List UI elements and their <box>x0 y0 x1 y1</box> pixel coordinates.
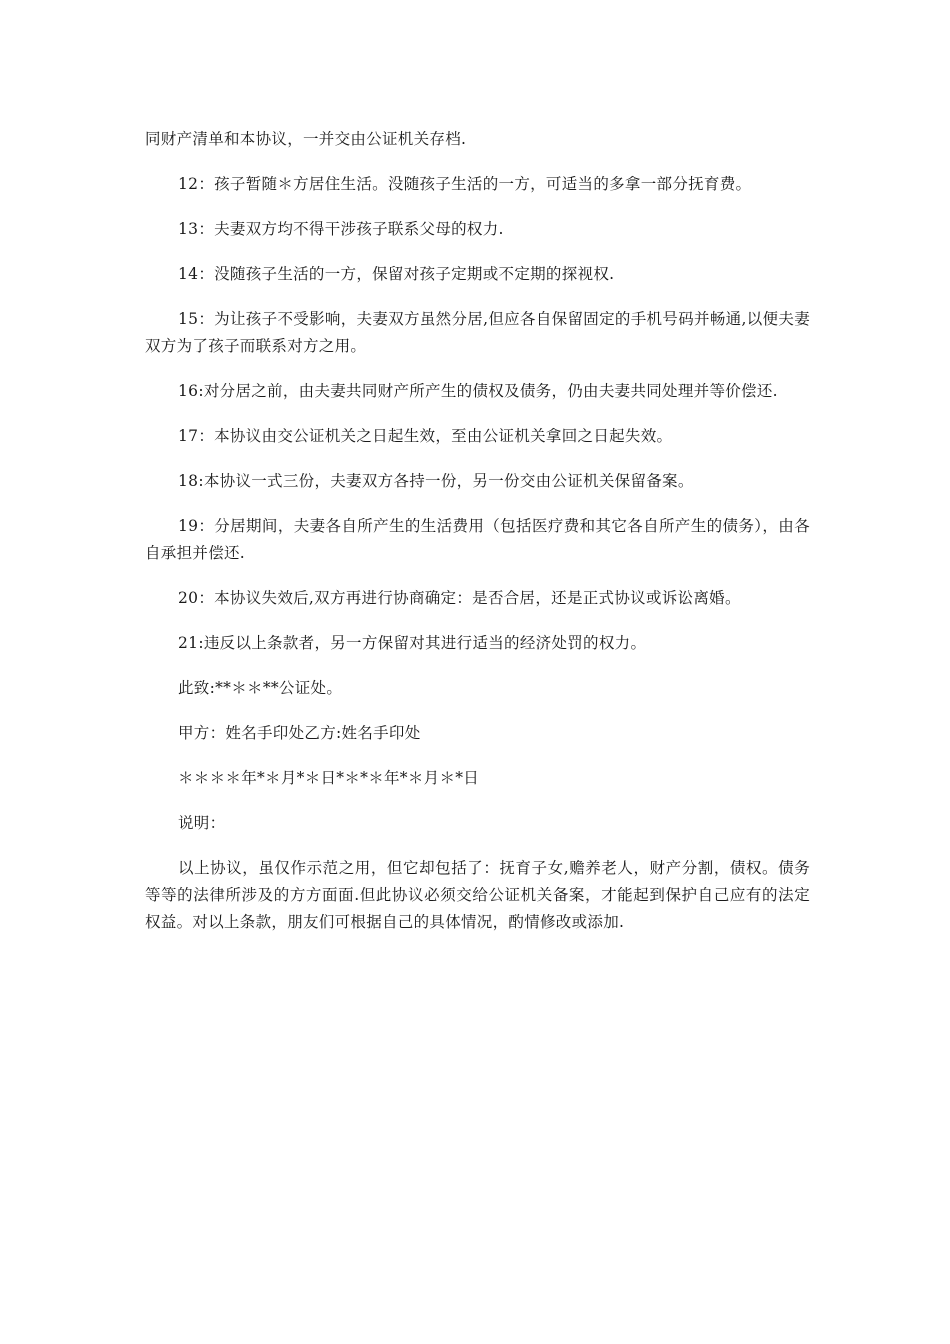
paragraph-clause-20: 20：本协议失效后,双方再进行协商确定：是否合居，还是正式协议或诉讼离婚。 <box>178 589 741 607</box>
paragraph-clause-15: 15：为让孩子不受影响，夫妻双方虽然分居,但应各自保留固定的手机号码并畅通,以便夫妻双方为了孩子而联系对方之用。 <box>145 310 810 355</box>
paragraph-salutation: 此致:**＊＊**公证处。 <box>178 679 343 697</box>
paragraph-dates: ＊＊＊＊年*＊月*＊日*＊*＊年*＊月＊*日 <box>178 769 480 787</box>
document-page <box>145 126 810 954</box>
paragraph-note-body: 以上协议，虽仅作示范之用，但它却包括了：抚育子女,赡养老人，财产分割，债权。债务等等的法律所涉及的方方面面.但此协议必须交给公证机关备案，才能起到保护自己应有的法定权益。对以上条款，朋友们可根据自己的具体情况，酌情修改或添加. <box>145 859 810 931</box>
paragraph-clause-18: 18:本协议一式三份，夫妻双方各持一份，另一份交由公证机关保留备案。 <box>178 472 694 490</box>
paragraph-clause-12: 12：孩子暂随＊方居住生活。没随孩子生活的一方，可适当的多拿一部分抚育费。 <box>178 175 752 193</box>
paragraph-clause-16: 16:对分居之前，由夫妻共同财产所产生的债权及债务，仍由夫妻共同处理并等价偿还. <box>178 382 778 400</box>
paragraph-signatures: 甲方：姓名手印处乙方:姓名手印处 <box>178 724 421 742</box>
paragraph-clause-13: 13：夫妻双方均不得干涉孩子联系父母的权力. <box>178 220 504 238</box>
paragraph-note-heading: 说明： <box>178 814 226 832</box>
paragraph-clause-17: 17：本协议由交公证机关之日起生效，至由公证机关拿回之日起失效。 <box>178 427 673 445</box>
paragraph-clause-14: 14：没随孩子生活的一方，保留对孩子定期或不定期的探视权. <box>178 265 615 283</box>
paragraph-clause-19: 19：分居期间，夫妻各自所产生的生活费用（包括医疗费和其它各自所产生的债务），由各自承担并偿还. <box>145 517 810 562</box>
paragraph-property-list: 同财产清单和本协议，一并交由公证机关存档. <box>145 130 467 148</box>
paragraph-clause-21: 21:违反以上条款者，另一方保留对其进行适当的经济处罚的权力。 <box>178 634 647 652</box>
